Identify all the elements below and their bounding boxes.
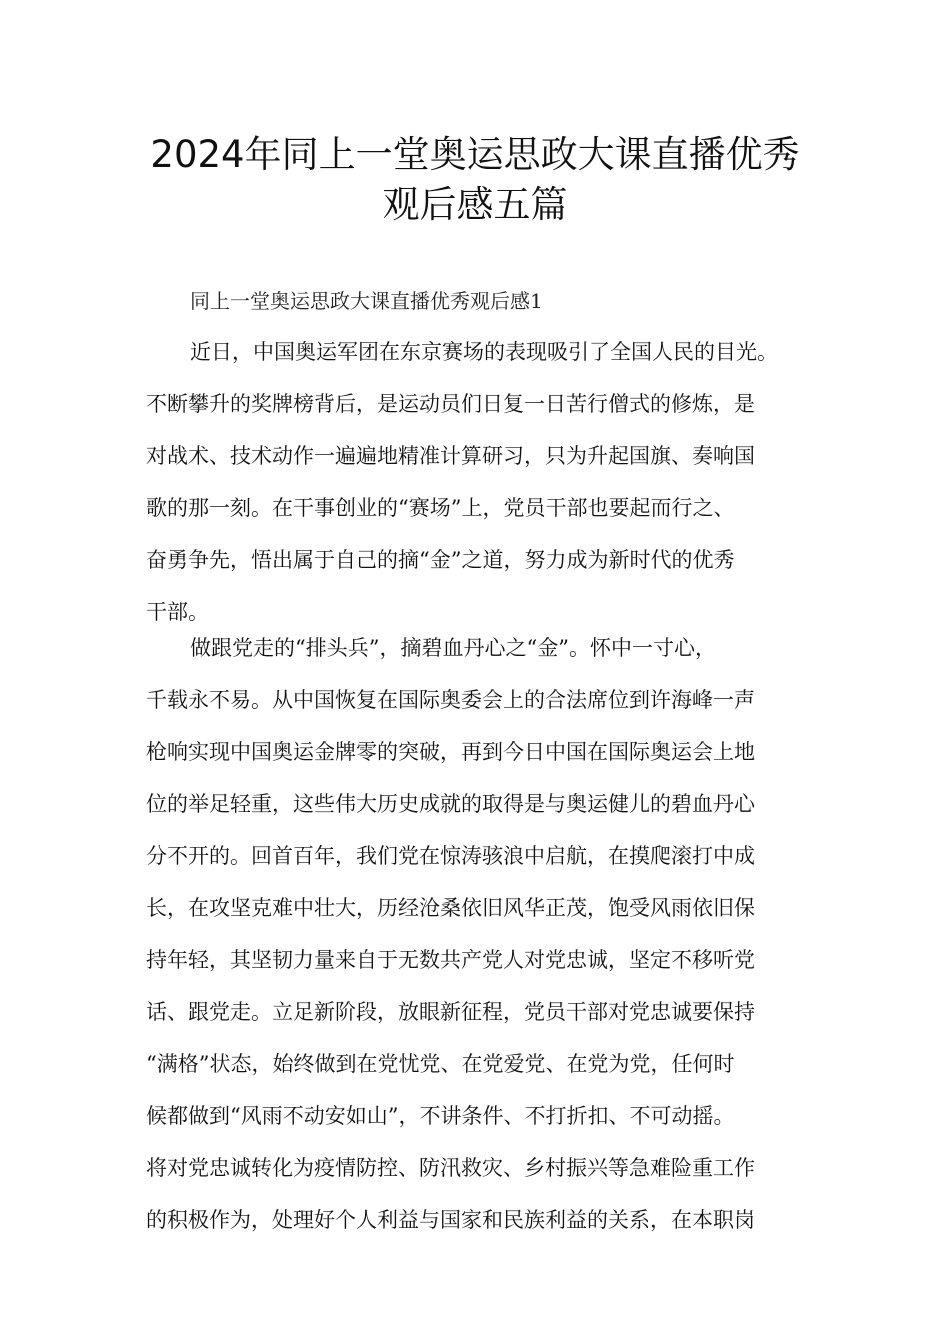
- paragraph-2-line: 做跟党走的“排头兵”，摘碧血丹心之“金”。怀中一寸心，: [190, 636, 716, 660]
- paragraph-2-line: 话、跟党走。立足新阶段，放眼新征程，党员干部对党忠诚要保持: [146, 1000, 755, 1024]
- paragraph-2-line: 千载永不易。从中国恢复在国际奥委会上的合法席位到许海峰一声: [146, 688, 755, 712]
- paragraph-1: [146, 326, 836, 638]
- paragraph-2-line: 持年轻，其坚韧力量来自于无数共产党人对党忠诚，坚定不移听党: [146, 948, 755, 972]
- paragraph-1-line: 不断攀升的奖牌榜背后，是运动员们日复一日苦行僧式的修炼，是: [146, 392, 755, 416]
- paragraph-1-line: 歌的那一刻。在干事创业的“赛场”上，党员干部也要起而行之、: [146, 496, 735, 520]
- document-title-line-1: 2024年同上一堂奥运思政大课直播优秀: [150, 133, 800, 176]
- paragraph-2-line: “满格”状态，始终做到在党忧党、在党爱党、在党为党，任何时: [146, 1052, 735, 1076]
- paragraph-2-line: 候都做到“风雨不动安如山”，不讲条件、不打折扣、不可动摇。: [146, 1104, 735, 1128]
- paragraph-2-line: 的积极作为，处理好个人利益与国家和民族利益的关系，在本职岗: [146, 1208, 755, 1232]
- paragraph-2-line: 枪响实现中国奥运金牌零的突破，再到今日中国在国际奥运会上地: [146, 740, 755, 764]
- paragraph-1-line: 近日，中国奥运军团在东京赛场的表现吸引了全国人民的目光。: [190, 340, 778, 364]
- paragraph-2: [146, 622, 836, 1246]
- paragraph-2-line: 位的举足轻重，这些伟大历史成就的取得是与奥运健儿的碧血丹心: [146, 792, 755, 816]
- paragraph-2-line: 长，在攻坚克难中壮大，历经沧桑依旧风华正茂，饱受风雨依旧保: [146, 896, 755, 920]
- paragraph-1-line: 对战术、技术动作一遍遍地精准计算研习，只为升起国旗、奏响国: [146, 444, 755, 468]
- paragraph-1-line: 奋勇争先，悟出属于自己的摘“金”之道，努力成为新时代的优秀: [146, 548, 735, 572]
- paragraph-1-line: 干部。: [146, 600, 209, 624]
- paragraph-2-line: 分不开的。回首百年，我们党在惊涛骇浪中启航，在摸爬滚打中成: [146, 844, 755, 868]
- document-title-line-2: 观后感五篇: [382, 183, 568, 226]
- paragraph-2-line: 将对党忠诚转化为疫情防控、防汛救灾、乡村振兴等急难险重工作: [146, 1156, 755, 1180]
- section-subheading: 同上一堂奥运思政大课直播优秀观后感1: [190, 289, 543, 313]
